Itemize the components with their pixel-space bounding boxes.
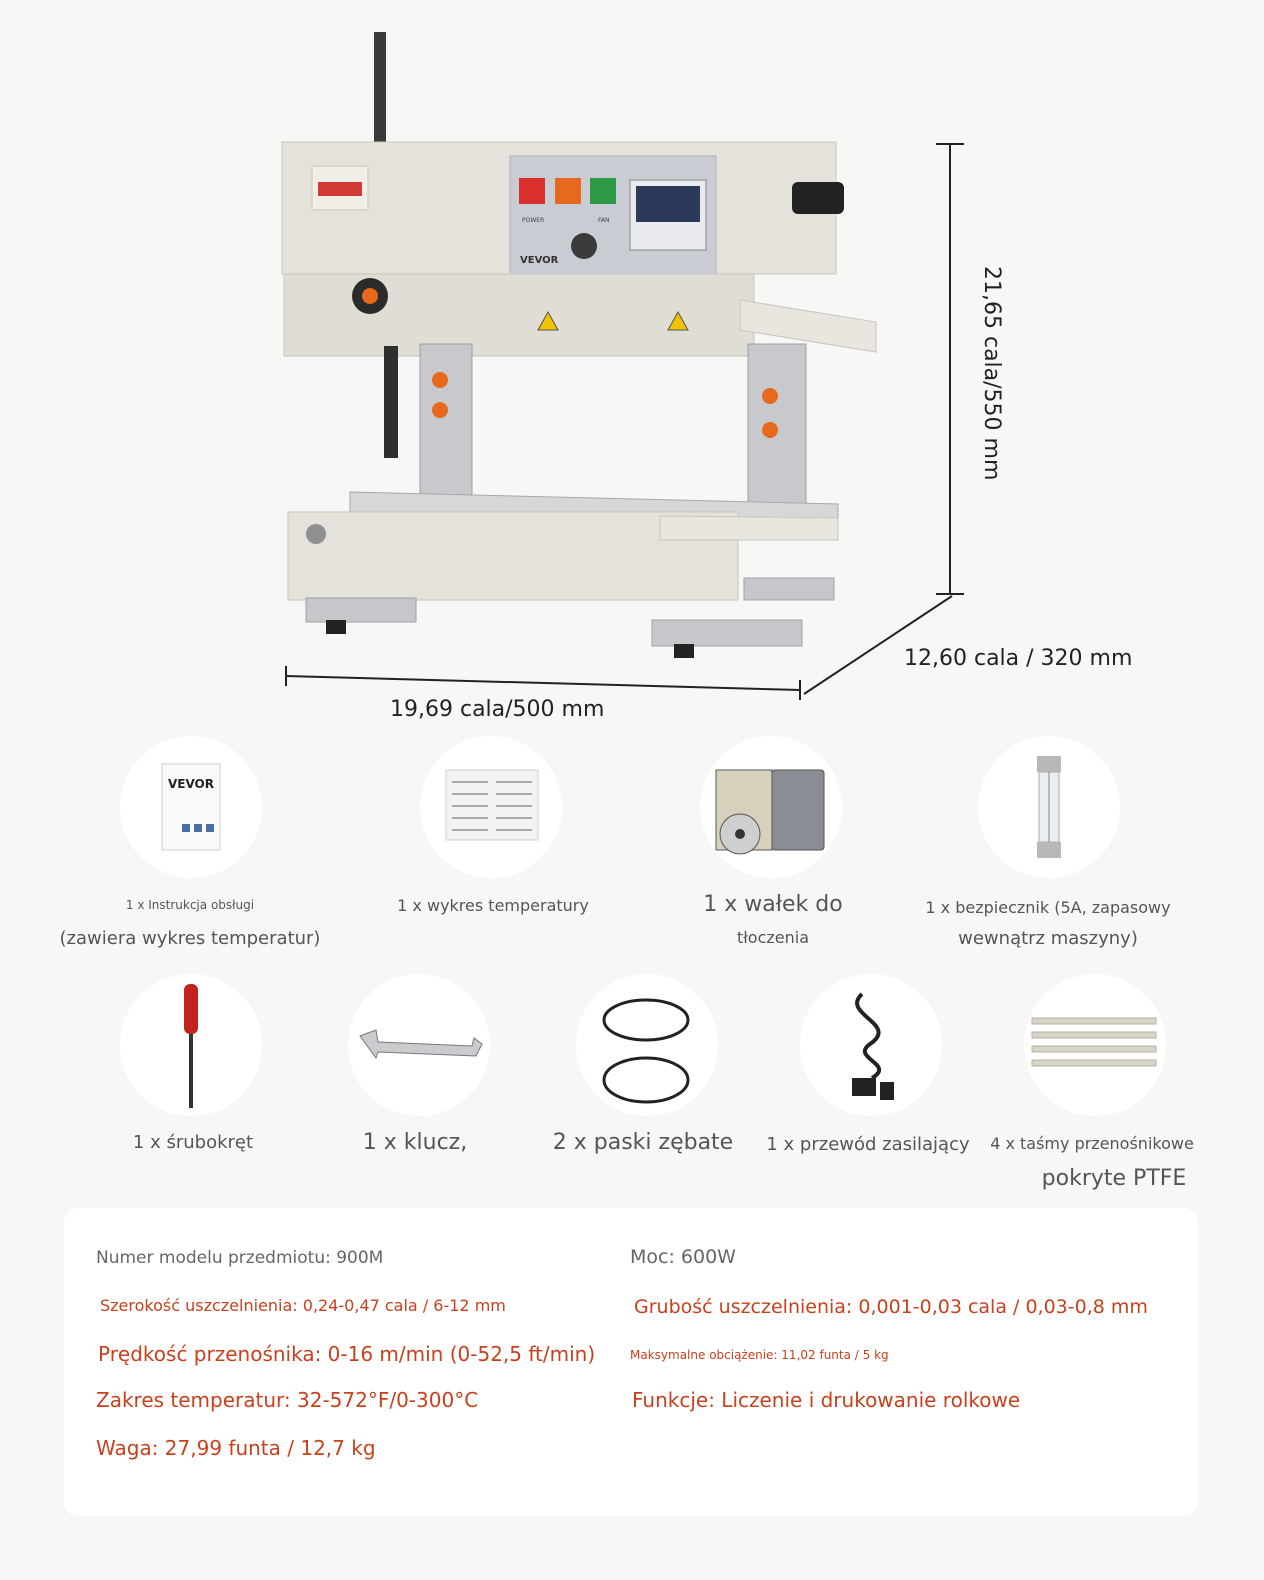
chart-sheet-icon bbox=[420, 736, 562, 878]
wrench-icon bbox=[348, 974, 490, 1116]
accessory-label: 1 x przewód zasilający bbox=[766, 1134, 970, 1155]
brand-label: VEVOR bbox=[520, 255, 559, 266]
depth-dimension: 12,60 cala / 320 mm bbox=[904, 646, 1133, 671]
heat-button bbox=[555, 178, 581, 204]
antenna bbox=[374, 32, 386, 148]
power-cord-icon bbox=[800, 974, 942, 1116]
sealing-head bbox=[284, 274, 754, 356]
speed-knob bbox=[571, 233, 597, 259]
spec-max-load: Maksymalne obciążenie: 11,02 funta / 5 kg bbox=[630, 1348, 889, 1362]
accessory-label: 2 x paski zębate bbox=[552, 1130, 734, 1155]
spec-seal-width: Szerokość uszczelnienia: 0,24-0,47 cala / 6-12 mm bbox=[100, 1296, 506, 1315]
accessory-label: 1 x śrubokręt bbox=[132, 1132, 254, 1153]
right-column bbox=[748, 344, 806, 524]
belt-icon bbox=[576, 974, 718, 1116]
spec-weight: Waga: 27,99 funta / 12,7 kg bbox=[96, 1436, 376, 1460]
spec-functions: Funkcje: Liczenie i drukowanie rolkowe bbox=[632, 1388, 1021, 1412]
accessory-fuse bbox=[978, 736, 1120, 878]
accessory-embossing-wheel bbox=[700, 736, 842, 878]
accessory-label: wewnątrz maszyny) bbox=[958, 928, 1138, 949]
spec-model: Numer modelu przedmiotu: 900M bbox=[96, 1248, 384, 1268]
accessory-label: 4 x taśmy przenośnikowe bbox=[990, 1134, 1194, 1153]
accessory-ptfe-strips bbox=[1024, 974, 1166, 1116]
accessory-wrench bbox=[348, 974, 490, 1116]
specifications-card bbox=[64, 1208, 1198, 1516]
width-dimension: 19,69 cala/500 mm bbox=[390, 697, 605, 722]
spec-seal-thickness: Grubość uszczelnienia: 0,001-0,03 cala / 0,03-0,8 mm bbox=[634, 1296, 1148, 1318]
left-foot bbox=[306, 598, 416, 622]
manual-icon bbox=[120, 736, 262, 878]
accessory-label: (zawiera wykres temperatur) bbox=[59, 928, 321, 949]
left-column bbox=[420, 344, 472, 508]
accessory-manual bbox=[120, 736, 262, 878]
accessory-label: 1 x bezpiecznik (5A, zapasowy bbox=[925, 898, 1171, 917]
panel-label-power: POWER bbox=[522, 217, 545, 224]
ptfe-strips-icon bbox=[1024, 974, 1166, 1116]
support-tray bbox=[660, 516, 838, 540]
accessory-screwdriver bbox=[120, 974, 262, 1116]
band-sealer-illustration bbox=[0, 0, 1264, 740]
accessory-label: tłoczenia bbox=[736, 928, 810, 947]
accessory-label: 1 x Instrukcja obsługi bbox=[125, 898, 255, 912]
panel-label-fan: FAN bbox=[598, 217, 610, 224]
power-button bbox=[519, 178, 545, 204]
accessory-label: 1 x wykres temperatury bbox=[397, 896, 589, 915]
spec-conveyor-speed: Prędkość przenośnika: 0-16 m/min (0-52,5 ft/min) bbox=[98, 1342, 596, 1366]
height-dimension: 21,65 cala/550 mm bbox=[979, 266, 1004, 481]
screwdriver-icon bbox=[120, 974, 262, 1116]
accessory-label: 1 x klucz, bbox=[362, 1130, 468, 1155]
embossing-wheel-icon bbox=[700, 736, 842, 878]
fan-button bbox=[590, 178, 616, 204]
height-screw bbox=[384, 346, 398, 458]
right-foot bbox=[652, 620, 802, 646]
side-handle bbox=[792, 182, 844, 214]
accessory-power-cord bbox=[800, 974, 942, 1116]
accessory-belts bbox=[576, 974, 718, 1116]
svg-text:VEVOR: VEVOR bbox=[168, 777, 215, 791]
spec-temperature-range: Zakres temperatur: 32-572°F/0-300°C bbox=[96, 1388, 479, 1412]
accessory-label: 1 x wałek do bbox=[703, 892, 843, 917]
spec-power: Moc: 600W bbox=[630, 1246, 736, 1268]
accessory-label: pokryte PTFE bbox=[1041, 1166, 1187, 1191]
accessory-temperature-chart bbox=[420, 736, 562, 878]
fuse-icon bbox=[978, 736, 1120, 878]
